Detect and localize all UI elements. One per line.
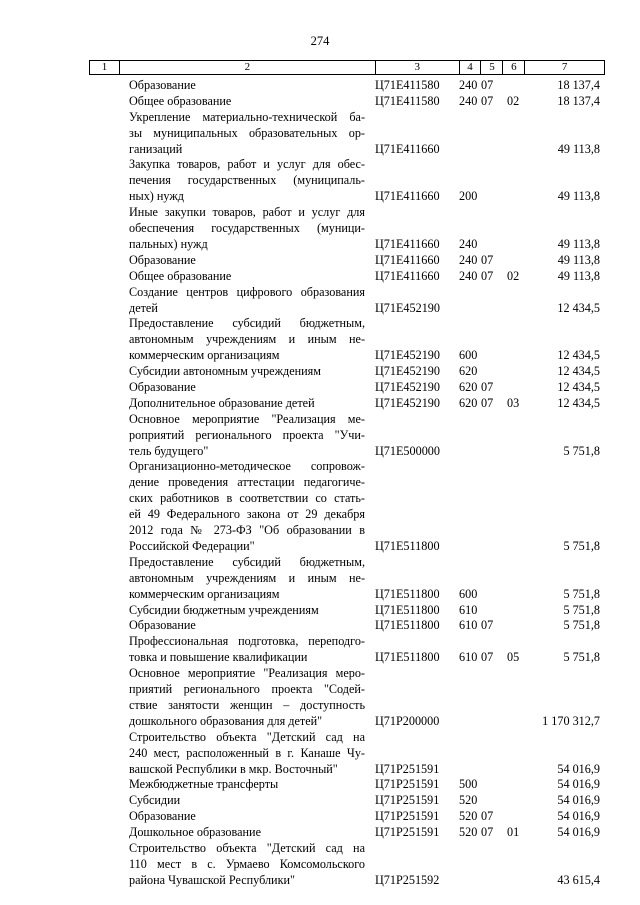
table-row <box>0 94 640 110</box>
page-number: 274 <box>310 34 330 48</box>
table-row <box>0 269 640 285</box>
row-col-4: 240 <box>459 78 478 92</box>
row-code: Ц71Е411660 <box>375 268 440 283</box>
row-col-4: 200 <box>459 189 478 204</box>
row-amount: 5 751,8 <box>563 650 600 665</box>
table-row <box>0 730 640 778</box>
row-name <box>129 618 365 634</box>
row-name-line: автономным учреждениям и иным не- <box>129 332 365 347</box>
row-amount: 54 016,9 <box>557 793 600 808</box>
row-name-line: Укрепление материально-технической ба- <box>129 109 365 124</box>
row-name-line: Предоставление субсидий бюджетным, <box>129 316 365 331</box>
row-name-line: Строительство объекта "Детский сад на <box>129 840 365 855</box>
row-amount: 54 016,9 <box>557 825 600 840</box>
row-name-line: Закупка товаров, работ и услуг для обес- <box>129 157 365 172</box>
row-col-5: 07 <box>481 252 494 267</box>
row-name-line: Межбюджетные трансферты <box>129 777 279 792</box>
row-code: Ц71Е411580 <box>375 78 440 92</box>
row-code: Ц71Е411580 <box>375 93 440 108</box>
row-name <box>129 634 365 666</box>
row-name-line: Основное мероприятие "Реализация ме- <box>129 411 365 426</box>
row-name-line: района Чувашской Республики" <box>129 872 295 887</box>
row-col-4: 620 <box>459 380 478 394</box>
table-row <box>0 253 640 269</box>
table-row <box>0 396 640 412</box>
row-col-5: 07 <box>481 78 494 92</box>
row-code: Ц71Е411660 <box>375 141 440 156</box>
row-name <box>129 205 365 253</box>
table-row <box>0 555 640 603</box>
row-name-line: приятий регионального проекта "Содей- <box>129 682 365 697</box>
table-row <box>0 825 640 841</box>
row-name-line: Иные закупки товаров, работ и услуг для <box>129 205 365 220</box>
table-row <box>0 809 640 825</box>
row-code: Ц71Е511800 <box>375 538 440 553</box>
table-header <box>89 60 605 75</box>
row-col-4: 620 <box>459 395 478 410</box>
row-name <box>129 396 365 412</box>
row-name-line: ных) нужд <box>129 189 184 204</box>
row-name-line: роприятий регионального проекта "Учи- <box>129 427 365 442</box>
row-name-line: ских работников в соответствии со стать- <box>129 491 365 506</box>
row-col-5: 07 <box>481 93 494 108</box>
row-name <box>129 777 365 793</box>
row-code: Ц71Е452190 <box>375 364 440 379</box>
row-amount: 49 113,8 <box>557 268 600 283</box>
row-name <box>129 316 365 364</box>
table-row <box>0 364 640 380</box>
row-col-4: 500 <box>459 777 478 792</box>
row-name-line: Субсидии автономным учреждениям <box>129 364 321 379</box>
row-name-line: печения государственных (муниципаль- <box>129 173 365 188</box>
row-name <box>129 269 365 285</box>
row-col-4: 240 <box>459 236 478 251</box>
table-row <box>0 793 640 809</box>
row-name <box>129 285 365 317</box>
header-col-5: 5 <box>481 61 503 74</box>
row-code: Ц71Р251591 <box>375 761 440 776</box>
row-amount: 49 113,8 <box>557 236 600 251</box>
row-name <box>129 459 365 554</box>
row-amount: 12 434,5 <box>557 348 600 363</box>
row-col-5: 07 <box>481 825 494 840</box>
row-code: Ц71Р251591 <box>375 825 440 840</box>
row-name-line: Образование <box>129 78 196 92</box>
row-name-line: Образование <box>129 252 196 267</box>
row-name-line: пальных) нужд <box>129 236 208 251</box>
row-code: Ц71Р251592 <box>375 872 440 887</box>
row-amount: 18 137,4 <box>557 78 600 92</box>
row-name-line: коммерческим организациям <box>129 586 280 601</box>
row-code: Ц71Е411660 <box>375 189 440 204</box>
row-name-line: Дошкольное образование <box>129 825 261 840</box>
row-name <box>129 841 365 889</box>
row-col-4: 240 <box>459 93 478 108</box>
row-name-line: Организационно-методическое сопровож- <box>129 459 365 474</box>
row-amount: 43 615,4 <box>557 872 600 887</box>
row-col-4: 600 <box>459 348 478 363</box>
row-name-line: дошкольного образования для детей" <box>129 713 323 728</box>
row-amount: 12 434,5 <box>557 395 600 410</box>
header-col-2: 2 <box>120 61 376 74</box>
row-code: Ц71Е411660 <box>375 252 440 267</box>
row-name-line: Дополнительное образование детей <box>129 395 315 410</box>
row-name <box>129 730 365 778</box>
row-amount: 5 751,8 <box>563 538 600 553</box>
row-amount: 5 751,8 <box>563 618 600 633</box>
table-row <box>0 634 640 666</box>
row-col-5: 07 <box>481 809 494 824</box>
row-amount: 5 751,8 <box>563 586 600 601</box>
row-col-5: 07 <box>481 618 494 633</box>
header-col-1: 1 <box>90 61 120 74</box>
table-row <box>0 205 640 253</box>
row-name-line: Субсидии <box>129 793 181 808</box>
row-code: Ц71Е511800 <box>375 650 440 665</box>
row-col-4: 620 <box>459 364 478 379</box>
row-col-5: 07 <box>481 268 494 283</box>
row-amount: 54 016,9 <box>557 809 600 824</box>
row-code: Ц71Е511800 <box>375 602 440 617</box>
row-col-5: 07 <box>481 380 494 394</box>
table-row <box>0 618 640 634</box>
row-name <box>129 555 365 603</box>
row-name-line: Предоставление субсидий бюджетным, <box>129 554 365 569</box>
row-amount: 12 434,5 <box>557 380 600 394</box>
row-col-6: 01 <box>507 825 520 840</box>
row-col-4: 240 <box>459 252 478 267</box>
table-body <box>0 78 640 889</box>
row-name-line: зы муниципальных образовательных ор- <box>129 125 365 140</box>
row-name-line: дение проведения аттестации педагогиче- <box>129 475 365 490</box>
row-col-4: 520 <box>459 793 478 808</box>
table-row <box>0 841 640 889</box>
row-name <box>129 364 365 380</box>
row-amount: 5 751,8 <box>563 602 600 617</box>
row-name-line: товка и повышение квалификации <box>129 650 308 665</box>
row-code: Ц71Е511800 <box>375 618 440 633</box>
table-row <box>0 110 640 158</box>
row-name <box>129 380 365 396</box>
row-name <box>129 94 365 110</box>
row-name-line: ганизаций <box>129 141 183 156</box>
row-name-line: Субсидии бюджетным учреждениям <box>129 602 319 617</box>
row-name <box>129 603 365 619</box>
row-col-5: 07 <box>481 395 494 410</box>
table-row <box>0 285 640 317</box>
row-name <box>129 412 365 460</box>
row-name <box>129 809 365 825</box>
row-name-line: автономным учреждениям и иным не- <box>129 570 365 585</box>
row-name-line: Образование <box>129 380 196 394</box>
row-name-line: обеспечения государственных (муници- <box>129 221 365 236</box>
row-code: Ц71Е411660 <box>375 236 440 251</box>
row-name-line: Российской Федерации" <box>129 538 255 553</box>
row-amount: 5 751,8 <box>563 443 600 458</box>
row-col-4: 520 <box>459 809 478 824</box>
row-col-6: 05 <box>507 650 520 665</box>
header-col-3: 3 <box>376 61 460 74</box>
row-col-6: 03 <box>507 395 520 410</box>
table-row <box>0 603 640 619</box>
row-code: Ц71Р251591 <box>375 777 440 792</box>
row-code: Ц71Е452190 <box>375 380 440 394</box>
row-name <box>129 78 365 94</box>
row-name-line: 240 мест, расположенный в г. Канаше Чу- <box>129 745 365 760</box>
row-amount: 54 016,9 <box>557 777 600 792</box>
row-name-line: Образование <box>129 809 196 824</box>
row-amount: 1 170 312,7 <box>542 713 600 728</box>
row-col-6: 02 <box>507 268 520 283</box>
row-col-4: 610 <box>459 618 478 633</box>
row-amount: 49 113,8 <box>557 189 600 204</box>
row-name-line: Общее образование <box>129 268 232 283</box>
row-name-line: 110 мест в с. Урмаево Комсомольского <box>129 856 365 871</box>
row-name-line: коммерческим организациям <box>129 348 280 363</box>
row-name-line: Строительство объекта "Детский сад на <box>129 729 365 744</box>
row-code: Ц71Е500000 <box>375 443 440 458</box>
row-name-line: тель будущего" <box>129 443 209 458</box>
table-row <box>0 459 640 554</box>
row-name <box>129 825 365 841</box>
row-name <box>129 253 365 269</box>
row-name <box>129 793 365 809</box>
table-row <box>0 666 640 730</box>
header-col-4: 4 <box>460 61 482 74</box>
table-row <box>0 380 640 396</box>
row-code: Ц71Р200000 <box>375 713 440 728</box>
row-amount: 49 113,8 <box>557 252 600 267</box>
row-amount: 18 137,4 <box>557 93 600 108</box>
row-code: Ц71Р251591 <box>375 809 440 824</box>
row-amount: 12 434,5 <box>557 364 600 379</box>
table-row <box>0 777 640 793</box>
row-col-5: 07 <box>481 650 494 665</box>
header-col-6: 6 <box>503 61 525 74</box>
row-code: Ц71Е452190 <box>375 395 440 410</box>
table-row <box>0 316 640 364</box>
row-code: Ц71Е511800 <box>375 586 440 601</box>
row-col-4: 600 <box>459 586 478 601</box>
row-name-line: вашской Республики в мкр. Восточный" <box>129 761 338 776</box>
row-name <box>129 157 365 205</box>
row-name-line: детей <box>129 300 158 315</box>
row-col-4: 610 <box>459 602 478 617</box>
row-name-line: Основное мероприятие "Реализация меро- <box>129 666 365 681</box>
row-amount: 12 434,5 <box>557 300 600 315</box>
table-row <box>0 157 640 205</box>
row-col-6: 02 <box>507 93 520 108</box>
row-name <box>129 110 365 158</box>
row-amount: 54 016,9 <box>557 761 600 776</box>
row-name-line: ствие занятости женщин – доступность <box>129 697 365 712</box>
table-row <box>0 78 640 94</box>
row-name <box>129 666 365 730</box>
row-name-line: Образование <box>129 618 196 633</box>
table-row <box>0 412 640 460</box>
row-amount: 49 113,8 <box>557 141 600 156</box>
row-name-line: 2012 года № 273-ФЗ "Об образовании в <box>129 523 365 538</box>
row-name-line: Общее образование <box>129 93 232 108</box>
row-code: Ц71Е452190 <box>375 300 440 315</box>
row-name-line: Профессиональная подготовка, переподго- <box>129 634 365 649</box>
row-col-4: 240 <box>459 268 478 283</box>
row-code: Ц71Р251591 <box>375 793 440 808</box>
row-name-line: Создание центров цифрового образования <box>129 284 365 299</box>
header-col-7: 7 <box>561 61 568 73</box>
row-code: Ц71Е452190 <box>375 348 440 363</box>
row-col-4: 610 <box>459 650 478 665</box>
row-col-4: 520 <box>459 825 478 840</box>
row-name-line: ей 49 Федерального закона от 29 декабря <box>129 507 365 522</box>
